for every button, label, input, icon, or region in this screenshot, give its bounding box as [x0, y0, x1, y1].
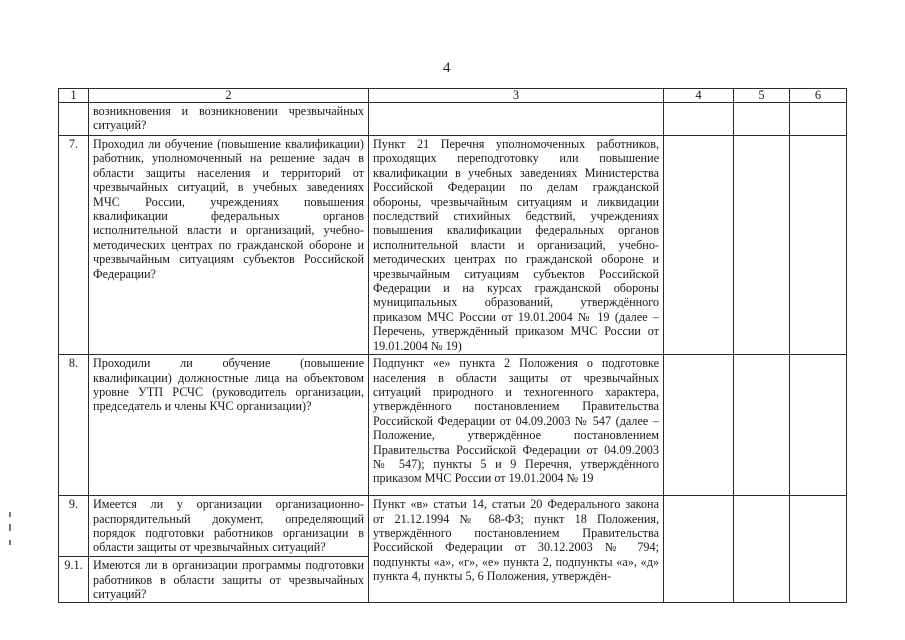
- answer-cell: [790, 355, 847, 496]
- table-header-row: [59, 89, 847, 103]
- column-header: 5: [734, 89, 790, 103]
- table-row: [59, 103, 847, 136]
- legal-basis-cell: Пункт «в» статьи 14, статьи 20 Федерального закона от 21.12.1994 № 68-ФЗ; пункт 18 Положения, утверждённого постановлением Правительства Российской Федерации от 30.12.2003 № 794; подпункты «а», «г», «е» пункта 2, подпункты «а», «д» пункта 4, пункты 5, 6 Положения, утверждён-: [369, 496, 664, 603]
- answer-cell: [734, 355, 790, 496]
- column-header: 3: [369, 89, 664, 103]
- legal-basis-cell: [369, 103, 664, 136]
- answer-cell: [734, 103, 790, 136]
- legal-basis-cell: Пункт 21 Перечня уполномоченных работников, проходящих переподготовку или повышение квалификации в учебных заведениях Министерства Российской Федерации по делам гражданской обороны, чрезвычайным ситуациям и ликвидации последствий стихийных бедствий, учреждениях повышения квалификации федеральных органов исполнительной власти и организаций, учебно-методических центрах по гражданской обороне и чрезвычайным ситуациям субъектов Российской Федерации и на курсах гражданской обороны муниципальных образований, утверждённого приказом МЧС России от 19.01.2004 № 19 (далее – Перечень, утверждённый приказом МЧС России от 19.01.2004 № 19): [369, 136, 664, 355]
- answer-cell: [664, 103, 734, 136]
- table-row: [59, 355, 847, 496]
- question-cell: Проходил ли обучение (повышение квалификации) работник, уполномоченный на решение задач в области защиты населения и территорий от чрезвычайных ситуаций, в учебных заведениях МЧС России, учреждениях повышения квалификации федеральных органов исполнительной власти и организаций, учебно-методических центрах по гражданской обороне и чрезвычайным ситуациям субъектов Российской Федерации?: [89, 136, 369, 355]
- page-number: 4: [443, 60, 451, 76]
- answer-cell: [664, 355, 734, 496]
- column-header: 1: [59, 89, 89, 103]
- binding-mark: [9, 524, 11, 531]
- answer-cell: [790, 496, 847, 603]
- row-number-cell: 9.: [59, 496, 89, 557]
- column-header: 6: [790, 89, 847, 103]
- answer-cell: [664, 496, 734, 603]
- table-row: [59, 496, 847, 557]
- answer-cell: [734, 496, 790, 603]
- binding-mark: [9, 512, 11, 517]
- table-row: [59, 136, 847, 355]
- column-header: 2: [89, 89, 369, 103]
- answer-cell: [734, 136, 790, 355]
- question-cell: возникновения и возникновении чрезвычайных ситуаций?: [89, 103, 369, 136]
- row-number-cell: [59, 103, 89, 136]
- legal-basis-cell: Подпункт «е» пункта 2 Положения о подготовке населения в области защиты от чрезвычайных ситуаций природного и техногенного характера, утверждённого постановлением Правительства Российской Федерации от 04.09.2003 № 547 (далее – Положение, утверждённое постановлением Правительства Российской Федерации от 04.09.2003 № 547); пункты 5 и 9 Перечня, утверждённого приказом МЧС России от 19.01.2004 № 19: [369, 355, 664, 496]
- row-number-cell: 8.: [59, 355, 89, 496]
- answer-cell: [790, 103, 847, 136]
- question-cell: Проходили ли обучение (повышение квалификации) должностные лица на объектовом уровне УТП РСЧС (руководитель организации, председатель и члены КЧС организации)?: [89, 355, 369, 496]
- question-cell: Имеется ли у организации организационно-распорядительный документ, определяющий порядок подготовки работников организации в области защиты от чрезвычайных ситуаций?: [89, 496, 369, 557]
- row-number-cell: 9.1.: [59, 557, 89, 603]
- answer-cell: [664, 136, 734, 355]
- checklist-table: [58, 88, 847, 603]
- column-header: 4: [664, 89, 734, 103]
- binding-mark: [9, 540, 11, 545]
- row-number-cell: 7.: [59, 136, 89, 355]
- question-cell: Имеются ли в организации программы подготовки работников в области защиты от чрезвычайных ситуаций?: [89, 557, 369, 603]
- answer-cell: [790, 136, 847, 355]
